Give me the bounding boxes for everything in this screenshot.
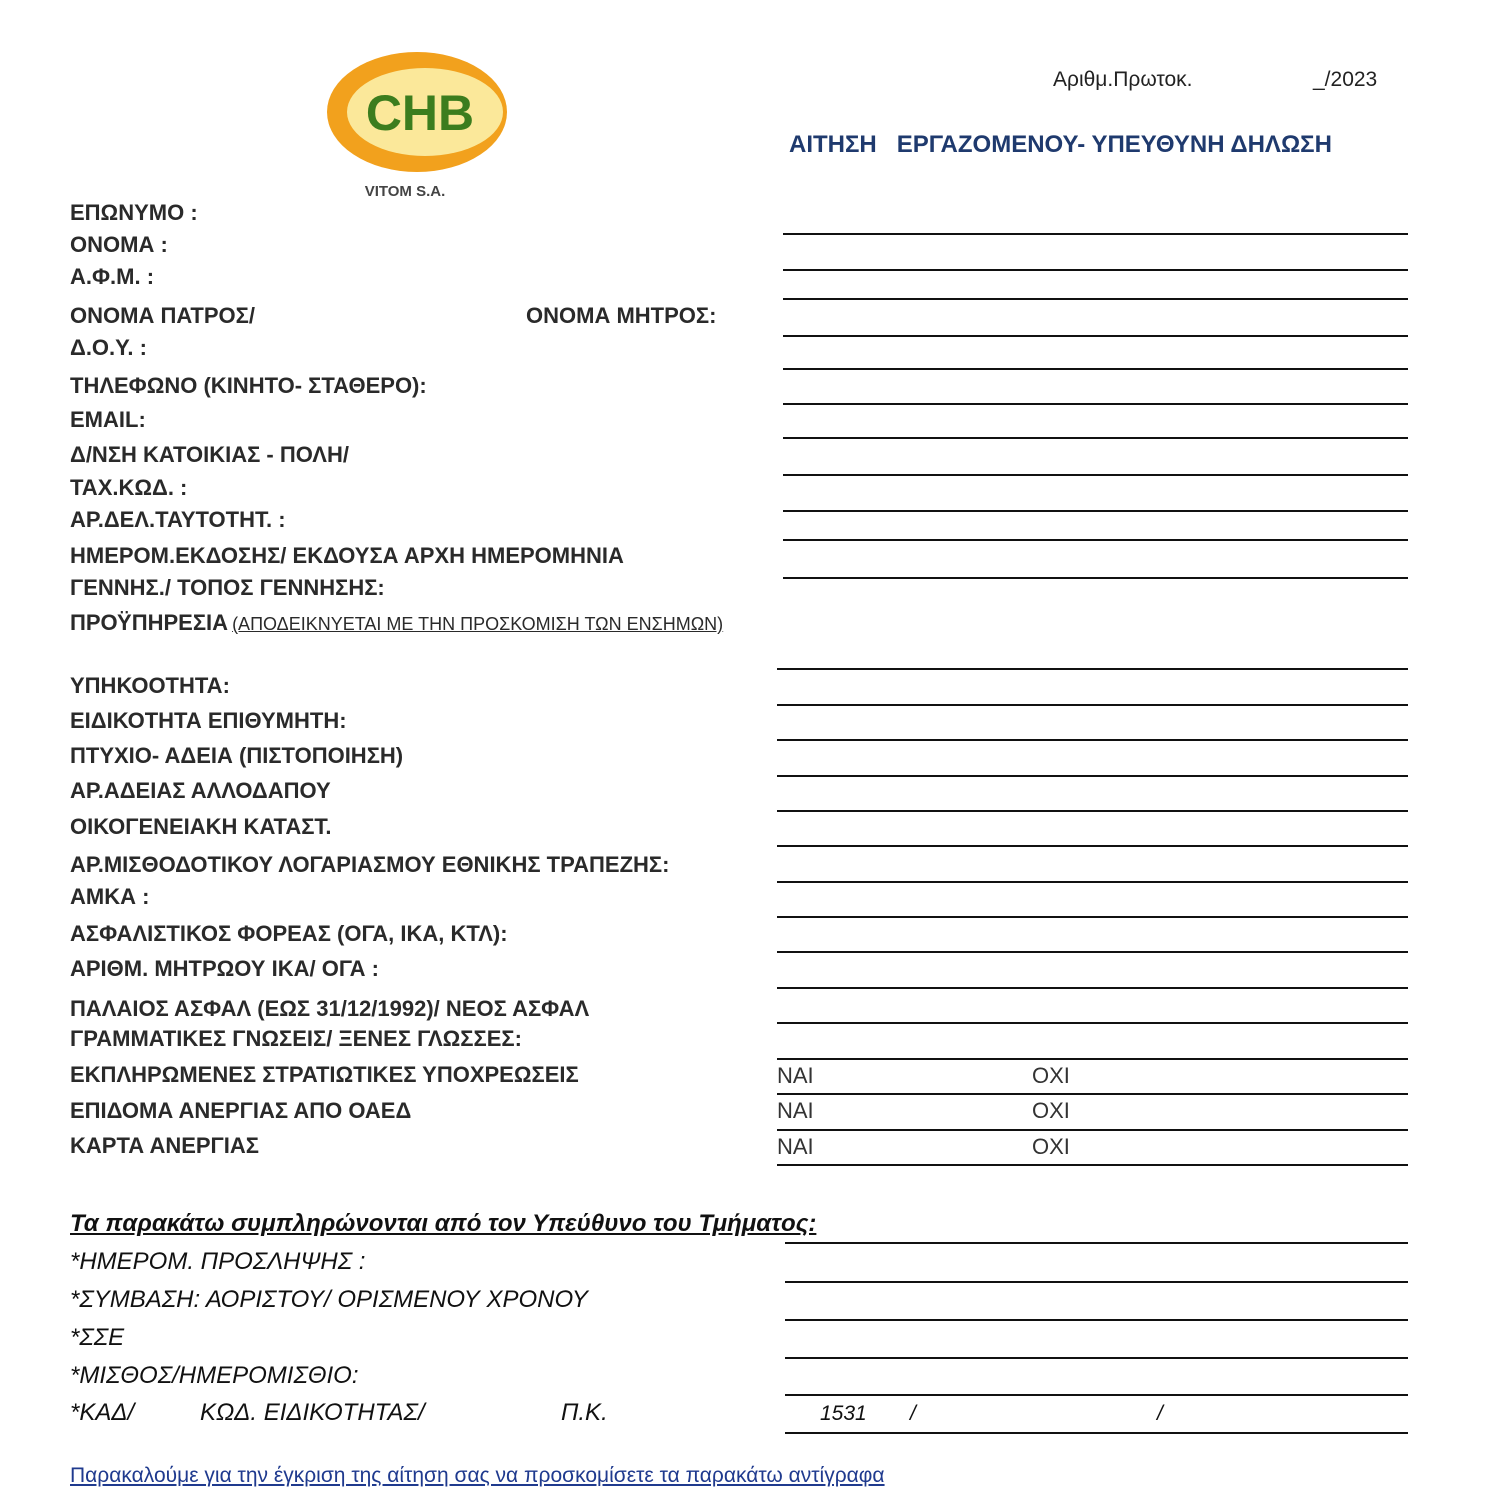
input-line[interactable] [783, 368, 1408, 370]
dept-field-label: *ΣΣΕ [70, 1324, 125, 1351]
field-label: ΟΙΚΟΓΕΝΕΙΑΚΗ ΚΑΤΑΣΤ. [70, 814, 332, 839]
yes-option[interactable]: ΝΑΙ [777, 1098, 814, 1123]
input-line[interactable] [783, 577, 1408, 579]
input-line[interactable] [777, 951, 1408, 953]
input-line[interactable] [777, 810, 1408, 812]
field-label: ΕΠΩΝΥΜΟ : [70, 200, 198, 225]
input-line[interactable] [783, 403, 1408, 405]
dept-field-label: *ΚΑΔ/ [70, 1399, 135, 1426]
separator: / [1157, 1402, 1163, 1425]
service-note: (ΑΠΟΔΕΙΚΝΥΕΤΑΙ ΜΕ ΤΗΝ ΠΡΟΣΚΟΜΙΣΗ ΤΩΝ ΕΝΣΗΜΩΝ) [232, 614, 724, 634]
protocol-number-label: Αριθμ.Πρωτοκ. [1053, 68, 1193, 91]
field-label: ΕΚΠΛΗΡΩΜΕΝΕΣ ΣΤΡΑΤΙΩΤΙΚΕΣ ΥΠΟΧΡΕΩΣΕΙΣ [70, 1062, 579, 1087]
input-line[interactable] [777, 704, 1408, 706]
input-line[interactable] [777, 668, 1408, 670]
input-line[interactable] [785, 1281, 1408, 1283]
field-label: Δ/ΝΣΗ ΚΑΤΟΙΚΙΑΣ - ΠΟΛΗ/ [70, 442, 349, 467]
dept-field-label: *ΗΜΕΡΟΜ. ΠΡΟΣΛΗΨΗΣ : [70, 1248, 366, 1275]
field-label: ΕΙΔΙΚΟΤΗΤΑ ΕΠΙΘΥΜΗΤΗ: [70, 708, 347, 733]
field-label: ΠΤΥΧΙΟ- ΑΔΕΙΑ (ΠΙΣΤΟΠΟΙΗΣΗ) [70, 743, 404, 768]
input-line[interactable] [777, 916, 1408, 918]
specialty-code-label: ΚΩΔ. ΕΙΔΙΚΟΤΗΤΑΣ/ [200, 1399, 425, 1426]
no-option[interactable]: ΟΧΙ [1032, 1098, 1070, 1123]
input-line[interactable] [777, 1022, 1408, 1024]
svg-text:CHB: CHB [365, 85, 475, 141]
form-title: ΑΙΤΗΣΗ ΕΡΓΑΖΟΜΕΝΟΥ- ΥΠΕΥΘΥΝΗ ΔΗΛΩΣΗ [789, 131, 1332, 158]
protocol-year: _/2023 [1313, 68, 1378, 91]
input-line[interactable] [783, 298, 1408, 300]
input-line[interactable] [777, 775, 1408, 777]
field-label: Δ.Ο.Υ. : [70, 335, 147, 360]
input-line[interactable] [783, 474, 1408, 476]
field-label: Α.Φ.Μ. : [70, 264, 155, 289]
svg-text:VITOM S.A.: VITOM S.A. [364, 183, 446, 200]
dept-field-label: *ΣΥΜΒΑΣΗ: ΑΟΡΙΣΤΟΥ/ ΟΡΙΣΜΕΝΟΥ ΧΡΟΝΟΥ [70, 1286, 588, 1313]
input-line[interactable] [777, 1093, 1408, 1095]
field-label: ΓΡΑΜΜΑΤΙΚΕΣ ΓΝΩΣΕΙΣ/ ΞΕΝΕΣ ΓΛΩΣΣΕΣ: [70, 1026, 522, 1051]
field-label: ΟΝΟΜΑ ΠΑΤΡΟΣ/ [70, 303, 255, 328]
input-line[interactable] [783, 269, 1408, 271]
pk-label: Π.Κ. [561, 1399, 608, 1426]
field-label: ΥΠΗΚΟΟΤΗΤΑ: [70, 673, 230, 698]
yes-option[interactable]: ΝΑΙ [777, 1134, 814, 1159]
input-line[interactable] [785, 1394, 1408, 1396]
input-line[interactable] [777, 987, 1408, 989]
dept-field-label: *ΜΙΣΘΟΣ/ΗΜΕΡΟΜΙΣΘΙΟ: [70, 1362, 359, 1389]
field-label: ΗΜΕΡΟΜ.ΕΚΔΟΣΗΣ/ ΕΚΔΟΥΣΑ ΑΡΧΗ ΗΜΕΡΟΜΗΝΙΑ [70, 543, 624, 568]
input-line[interactable] [783, 437, 1408, 439]
field-label: ΠΑΛΑΙΟΣ ΑΣΦΑΛ (ΕΩΣ 31/12/1992)/ ΝΕΟΣ ΑΣΦΑΛ [70, 996, 590, 1021]
input-line[interactable] [785, 1432, 1408, 1434]
input-line[interactable] [783, 539, 1408, 541]
no-option[interactable]: ΟΧΙ [1032, 1134, 1070, 1159]
field-label: ΤΑΧ.ΚΩΔ. : [70, 475, 188, 500]
no-option[interactable]: ΟΧΙ [1032, 1063, 1070, 1088]
field-label: ΕΠΙΔΟΜΑ ΑΝΕΡΓΙΑΣ ΑΠΟ ΟΑΕΔ [70, 1098, 412, 1123]
input-line[interactable] [777, 845, 1408, 847]
input-line[interactable] [783, 233, 1408, 235]
field-label: ΤΗΛΕΦΩΝΟ (ΚΙΝΗΤΟ- ΣΤΑΘΕΡΟ): [70, 373, 427, 398]
mother-name-label: ΟΝΟΜΑ ΜΗΤΡΟΣ: [526, 303, 717, 328]
input-line[interactable] [777, 1129, 1408, 1131]
field-label: ΑΜΚΑ : [70, 884, 150, 909]
input-line[interactable] [785, 1319, 1408, 1321]
yes-option[interactable]: ΝΑΙ [777, 1063, 814, 1088]
field-label: ΚΑΡΤΑ ΑΝΕΡΓΙΑΣ [70, 1133, 259, 1158]
field-label: ΠΡΟΫΠΗΡΕΣΙΑ (ΑΠΟΔΕΙΚΝΥΕΤΑΙ ΜΕ ΤΗΝ ΠΡΟΣΚΟΜΙΣΗ ΤΩΝ ΕΝΣΗΜΩΝ) [70, 610, 724, 635]
field-label: ΑΡ.ΔΕΛ.ΤΑΥΤΟΤΗΤ. : [70, 507, 286, 532]
input-line[interactable] [777, 1058, 1408, 1060]
field-label: ΑΡ.ΑΔΕΙΑΣ ΑΛΛΟΔΑΠΟΥ [70, 778, 331, 803]
field-label: ΑΣΦΑΛΙΣΤΙΚΟΣ ΦΟΡΕΑΣ (ΟΓΑ, ΙΚΑ, ΚΤΛ): [70, 921, 508, 946]
input-line[interactable] [783, 335, 1408, 337]
input-line[interactable] [785, 1242, 1408, 1244]
instructions-link[interactable]: Παρακαλούμε για την έγκριση της αίτηση σας να προσκομίσετε τα παρακάτω αντίγραφα [70, 1464, 885, 1487]
field-label: ΑΡΙΘΜ. ΜΗΤΡΩΟΥ ΙΚΑ/ ΟΓΑ : [70, 956, 379, 981]
field-label: EMAIL: [70, 407, 146, 432]
field-label: ΑΡ.ΜΙΣΘΟΔΟΤΙΚΟΥ ΛΟΓΑΡΙΑΣΜΟΥ ΕΘΝΙΚΗΣ ΤΡΑΠΕΖΗΣ: [70, 852, 670, 877]
logo [325, 50, 510, 200]
input-line[interactable] [777, 739, 1408, 741]
input-line[interactable] [777, 881, 1408, 883]
input-line[interactable] [785, 1357, 1408, 1359]
field-label: ΟΝΟΜΑ : [70, 232, 168, 257]
input-line[interactable] [777, 1164, 1408, 1166]
section-heading: Τα παρακάτω συμπληρώνονται από τον Υπεύθυνο του Τμήματος: [70, 1210, 817, 1237]
input-line[interactable] [783, 510, 1408, 512]
field-label: ΓΕΝΝΗΣ./ ΤΟΠΟΣ ΓΕΝΝΗΣΗΣ: [70, 575, 385, 600]
kad-value[interactable]: 1531 [820, 1402, 867, 1425]
separator: / [910, 1402, 916, 1425]
